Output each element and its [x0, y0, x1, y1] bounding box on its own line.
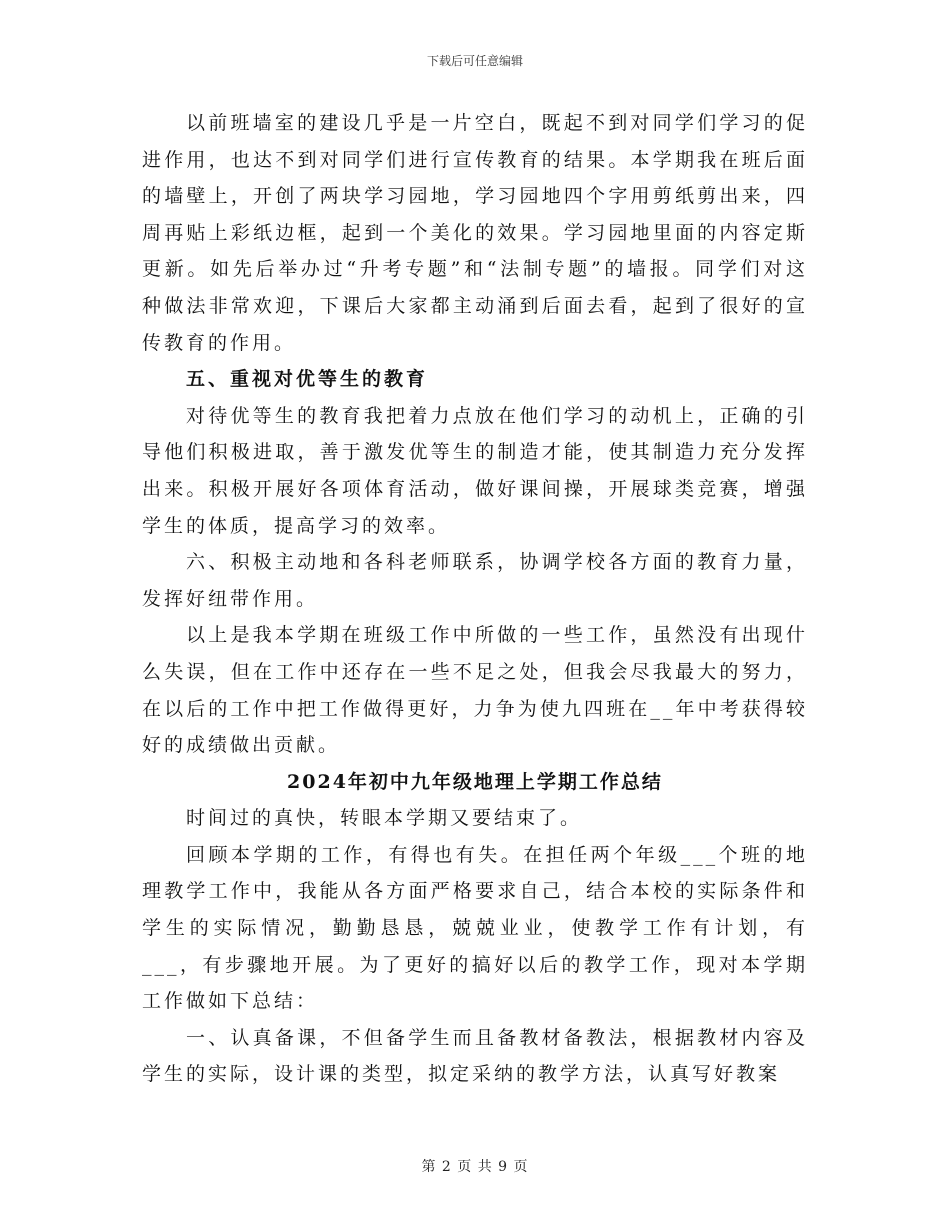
section-heading-six: 六、积极主动地和各科老师联系，协调学校各方面的教育力量，发挥好纽带作用。	[142, 551, 808, 610]
paragraph-class-wall: 以前班墙室的建设几乎是一片空白，既起不到对同学们学习的促进作用，也达不到对同学们进行宣传教育的结果。本学期我在班后面的墙壁上，开创了两块学习园地，学习园地四个字用剪纸剪出来，四周再贴上彩纸边框，起到一个美化的效果。学习园地里面的内容定斯更新。如先后举办过“升考专题”和“法制专题”的墙报。同学们对这种做法非常欢迎，下课后大家都主动涌到后面去看，起到了很好的宣传教育的作用。	[142, 112, 808, 354]
paragraph-top-students: 对待优等生的教育我把着力点放在他们学习的动机上，正确的引导他们积极进取，善于激发优等生的制造才能，使其制造力充分发挥出来。积极开展好各项体育活动，做好课间操，开展球类竞赛，增强学生的体质，提高学习的效率。	[142, 404, 808, 537]
document-body	[142, 105, 808, 1093]
paragraph-review: 回顾本学期的工作，有得也有失。在担任两个年级___个班的地理教学工作中，我能从各方面严格要求自己，结合本校的实际条件和学生的实际情况，勤勤恳恳，兢兢业业，使教学工作有计划，有___，有步骤地开展。为了更好的搞好以后的教学工作，现对本学期工作做如下总结：	[142, 843, 808, 1013]
paragraph-section-one: 一、认真备课，不但备学生而且备教材备教法，根据教材内容及学生的实际，设计课的类型，拟定采纳的教学方法，认真写好教案	[142, 1026, 808, 1086]
section-heading-five: 五、重视对优等生的教育	[186, 368, 429, 391]
page-number: 第 2 页 共 9 页	[421, 1159, 529, 1175]
document-title: 2024年初中九年级地理上学期工作总结	[287, 770, 663, 793]
page-header-note: 下载后可任意编辑	[426, 54, 523, 68]
paragraph-conclusion: 以上是我本学期在班级工作中所做的一些工作，虽然没有出现什么失误，但在工作中还存在一些不足之处，但我会尽我最大的努力，在以后的工作中把工作做得更好，力争为使九四班在__年中考获得较好的成绩做出贡献。	[142, 624, 808, 757]
paragraph-intro: 时间过的真快，转眼本学期又要结束了。	[186, 807, 583, 830]
